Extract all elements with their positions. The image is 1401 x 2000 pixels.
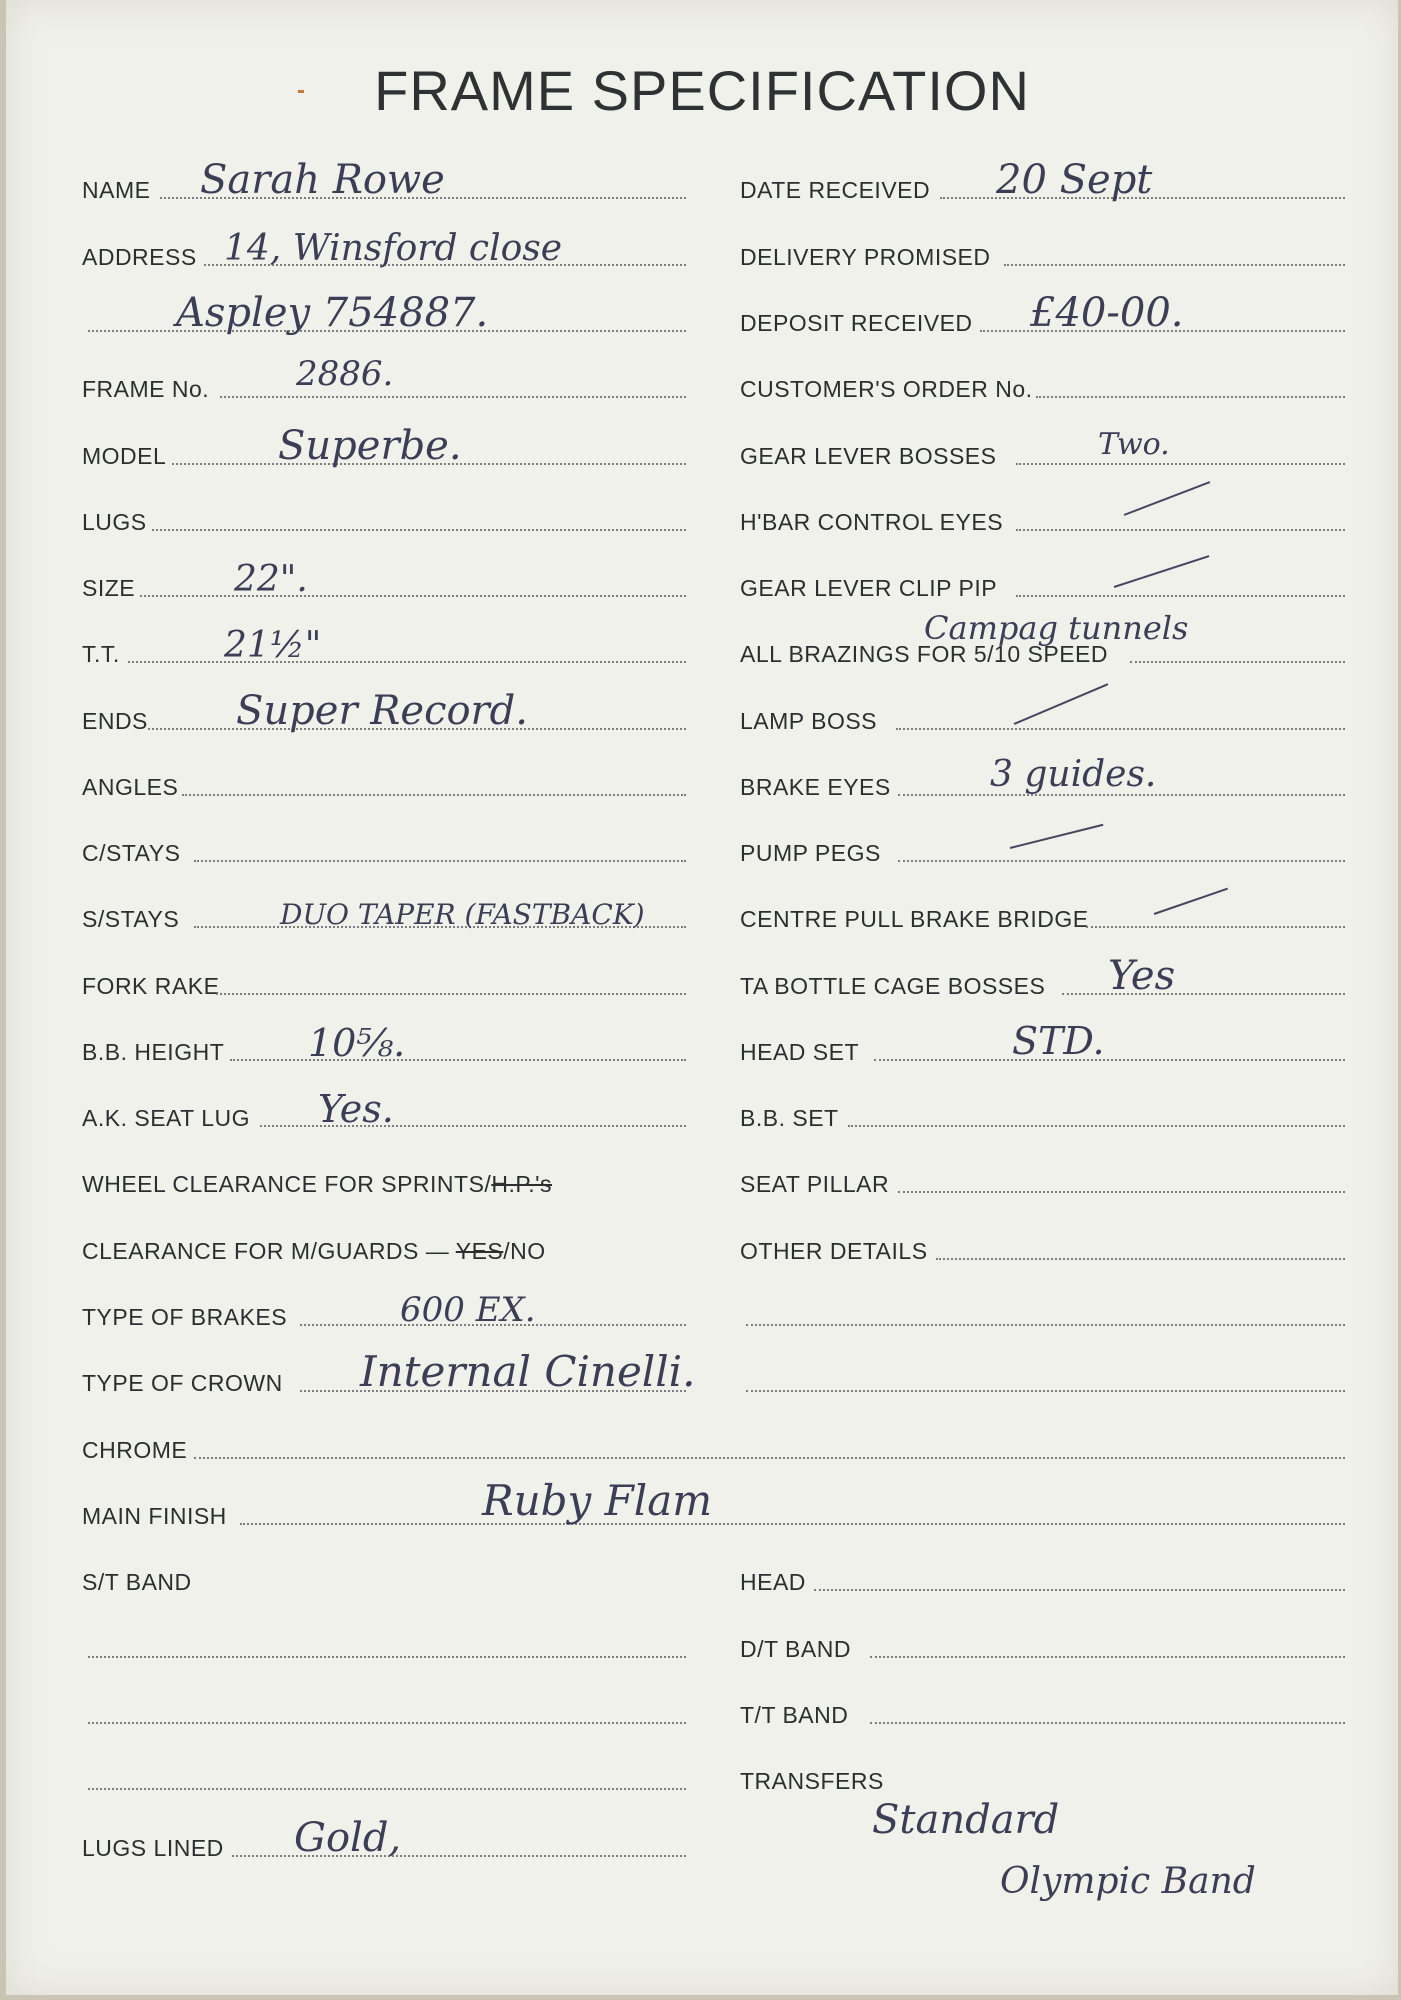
value-ak-seat-lug: Yes. [318,1087,394,1131]
label-fork-rake: FORK RAKE [82,973,220,999]
field-delivery [740,245,1345,269]
field-bb-height [82,1021,686,1065]
dotted-line [194,1457,1345,1459]
value-brazings: Campag tunnels [924,609,1189,647]
field-hbar-eyes [740,510,1345,534]
field-deposit [740,290,1345,336]
field-ak-seat-lug [82,1087,686,1131]
value-gear-bosses: Two. [1098,427,1170,462]
label-head: HEAD [740,1569,806,1595]
field-main-finish [82,1476,1345,1529]
value-bottle-cage: Yes [1108,953,1176,999]
label-bb-height: B.B. HEIGHT [82,1039,225,1065]
specification-sheet [6,0,1398,1995]
value-size: 22". [234,559,308,600]
tick-mark [1114,555,1210,588]
field-date-received [740,157,1345,203]
label-pump-pegs: PUMP PEGS [740,840,881,866]
value-name: Sarah Rowe [200,157,445,203]
field-head [740,1570,1345,1594]
field-chrome [82,1438,1345,1462]
field-lugs-lined [82,1815,686,1861]
value-lugs-lined: Gold, [294,1815,402,1861]
value-date-received: 20 Sept [996,157,1153,203]
dotted-line [814,1589,1345,1591]
label-name: NAME [82,177,151,203]
dotted-line [1062,993,1345,995]
dotted-line [746,1324,1345,1326]
value-deposit: £40-00. [1030,290,1184,336]
dotted-line [88,1788,686,1790]
label-brake-eyes: BRAKE EYES [740,774,891,800]
field-tt [82,625,686,667]
dotted-line [128,661,686,663]
dotted-line [216,993,686,995]
field-tt-band [740,1703,1345,1727]
field-wheel-clearance [82,1172,686,1196]
label-hbar-eyes: H'BAR CONTROL EYES [740,509,1004,535]
value-bb-height: 10⅝. [308,1021,406,1065]
label-size: SIZE [82,575,136,601]
dotted-line [1036,396,1345,398]
label-date-received: DATE RECEIVED [740,177,931,203]
label-head-set: HEAD SET [740,1039,860,1065]
label-angles: ANGLES [82,774,179,800]
label-mguards: CLEARANCE FOR M/GUARDS — YES/NO [82,1238,546,1264]
label-ak-seat-lug: A.K. SEAT LUG [82,1105,250,1131]
field-transfers [740,1769,1345,1793]
value-transfers: Standard [872,1797,1060,1843]
struck-yes: YES [455,1238,504,1264]
field-frame-no [82,354,686,402]
field-st-band [82,1570,686,1594]
value-brakes: 600 EX. [400,1290,536,1330]
field-order-no [740,377,1345,401]
value-address: 14, Winsford close [224,228,563,269]
dotted-line [140,595,686,597]
label-ends: ENDS [82,708,148,734]
label-lamp-boss: LAMP BOSS [740,708,878,734]
value-frame-no: 2886. [296,354,394,394]
field-bottle-cage [740,953,1345,999]
blank-line-2 [82,1703,686,1727]
dotted-line [870,1656,1345,1658]
label-order-no: CUSTOMER'S ORDER No. [740,376,1033,402]
label-seat-pillar: SEAT PILLAR [740,1171,890,1197]
dotted-line [88,1656,686,1658]
field-pump-pegs [740,841,1345,865]
dotted-line [194,860,686,862]
dotted-line [230,1059,686,1061]
field-lamp-boss [740,709,1345,733]
value-brake-eyes: 3 guides. [990,754,1157,795]
field-other [740,1239,1345,1263]
value-address-2: Aspley 754887. [176,290,489,336]
tick-mark [1124,481,1211,516]
label-frame-no: FRAME No. [82,376,210,402]
struck-hps: H.P.'s [491,1171,552,1197]
field-brake-eyes [740,754,1345,800]
value-tt: 21½" [224,625,322,666]
page-title: FRAME SPECIFICATION [374,59,1030,122]
dotted-line [848,1125,1345,1127]
value-crown: Internal Cinelli. [360,1347,696,1396]
dotted-line [1016,529,1345,531]
dotted-line [240,1523,1345,1525]
label-brazings: ALL BRAZINGS FOR 5/10 SPEED [740,641,1108,667]
dotted-line [1130,661,1345,663]
field-head-set [740,1019,1345,1065]
label-deposit: DEPOSIT RECEIVED [740,310,973,336]
field-crown [82,1347,696,1396]
tick-mark [1014,683,1109,725]
dotted-line [898,1191,1345,1193]
dotted-line [870,1722,1345,1724]
label-wheel-clearance: WHEEL CLEARANCE FOR SPRINTS/H.P.'s [82,1171,552,1197]
dotted-line [182,794,686,796]
field-brazings [740,609,1345,667]
field-lugs [82,510,686,534]
dotted-line [220,396,686,398]
label-tt-band: T/T BAND [740,1702,849,1728]
dotted-line [898,860,1345,862]
field-dt-band [740,1637,1345,1661]
field-gear-bosses [740,427,1345,469]
blank-line-right-2 [740,1371,1345,1395]
dotted-line [874,1059,1345,1061]
label-main-finish: MAIN FINISH [82,1503,227,1529]
label-centre-pull: CENTRE PULL BRAKE BRIDGE [740,906,1089,932]
label-model: MODEL [82,443,167,469]
dotted-line [896,728,1345,730]
dotted-line [1086,926,1345,928]
dotted-line [1016,595,1345,597]
label-transfers: TRANSFERS [740,1768,884,1794]
field-fork-rake [82,974,686,998]
field-centre-pull [740,907,1345,931]
field-clip-pip [740,576,1345,600]
dotted-line [88,1722,686,1724]
label-tt: T.T. [82,641,120,667]
field-name [82,157,686,203]
field-angles [82,775,686,799]
field-cstays [82,841,686,865]
field-ends [82,688,686,734]
field-bb-set [740,1106,1345,1130]
label-delivery: DELIVERY PROMISED [740,244,991,270]
label-bb-set: B.B. SET [740,1105,839,1131]
label-crown: TYPE OF CROWN [82,1370,283,1396]
label-other: OTHER DETAILS [740,1238,928,1264]
label-address: ADDRESS [82,244,197,270]
value-ends: Super Record. [236,688,528,734]
tick-mark [1010,824,1104,849]
field-seat-pillar [740,1172,1345,1196]
label-clip-pip: GEAR LEVER CLIP PIP [740,575,998,601]
dotted-line [152,529,686,531]
field-mguards [82,1239,686,1263]
label-dt-band: D/T BAND [740,1636,851,1662]
dotted-line [936,1258,1345,1260]
label-st-band: S/T BAND [82,1569,192,1595]
blank-line-3 [82,1769,686,1793]
label-gear-bosses: GEAR LEVER BOSSES [740,443,997,469]
field-address-2 [82,290,686,336]
field-sstays [82,898,686,932]
label-sstays: S/STAYS [82,906,180,932]
tick-mark [1154,888,1228,915]
field-address [82,228,686,270]
label-lugs: LUGS [82,509,147,535]
dotted-line [1016,463,1345,465]
label-bottle-cage: TA BOTTLE CAGE BOSSES [740,973,1046,999]
label-lugs-lined: LUGS LINED [82,1835,224,1861]
value-main-finish: Ruby Flam [482,1476,713,1525]
value-transfers-2: Olympic Band [1000,1861,1256,1902]
label-cstays: C/STAYS [82,840,181,866]
label-brakes: TYPE OF BRAKES [82,1304,288,1330]
dotted-line [1004,264,1345,266]
value-model: Superbe. [278,423,462,469]
blank-line-1 [82,1637,686,1661]
value-head-set: STD. [1012,1019,1105,1063]
field-size [82,559,686,601]
dotted-line [746,1390,1345,1392]
field-model [82,423,686,469]
field-brakes [82,1290,686,1330]
value-sstays: DUO TAPER (FASTBACK) [280,898,645,931]
blank-line-right-1 [740,1305,1345,1329]
label-chrome: CHROME [82,1437,188,1463]
